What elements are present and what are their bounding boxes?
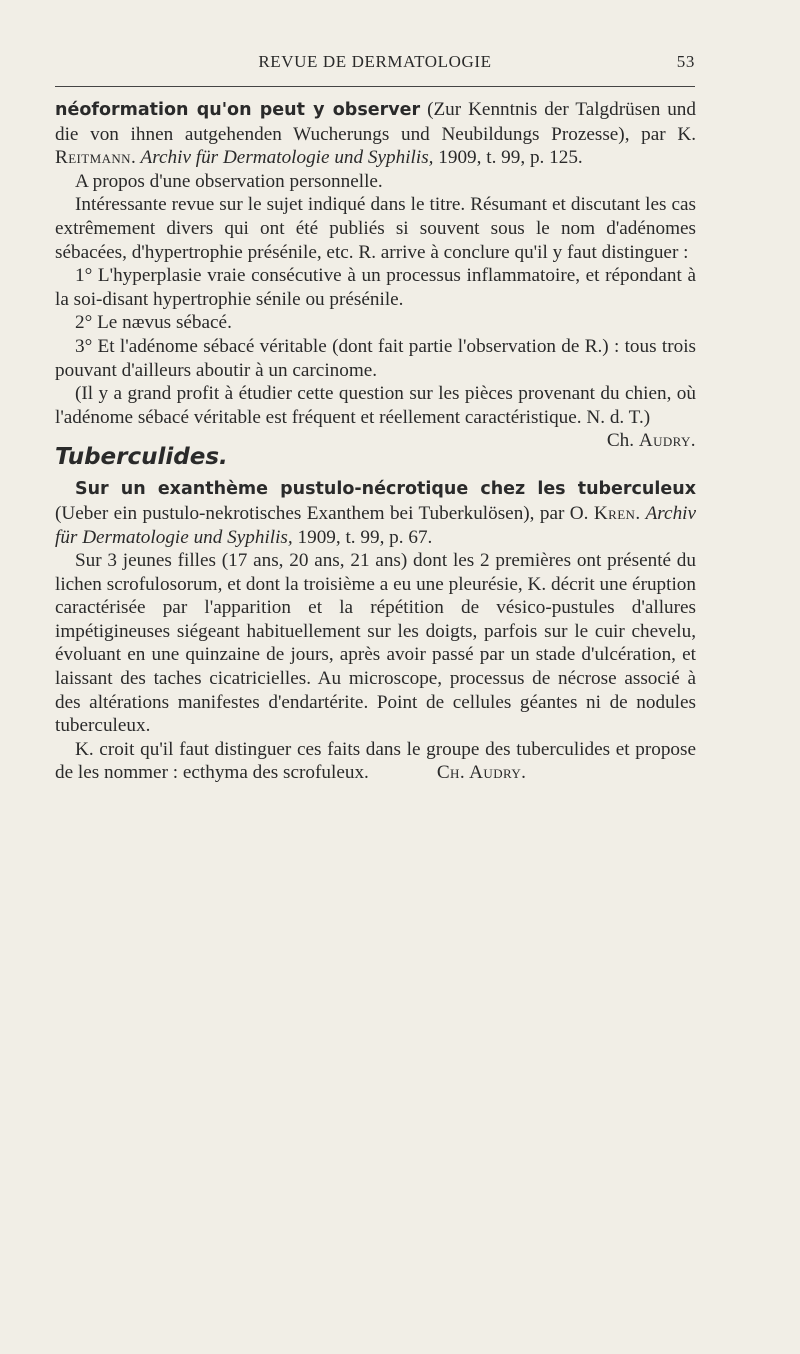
paragraph: 3° Et l'adénome sébacé véritable (dont fait partie l'observation de R.) : tous trois pouvant d'ailleurs aboutir à un carcinome. [55,335,696,381]
paragraph-text: (Il y a grand profit à étudier cette question sur les pièces provenant du chien, où l'adénome sébacé véritable est fréquent et réellement caractéristique. N. d. T.) [55,383,696,428]
article-heading [55,98,696,170]
article-subtitle: (Zur Kenntnis der Talgdrüsen und die von ihnen autgehenden Wucherungs und Neubildungs Prozesse), par K. [55,99,696,145]
paragraph: Intéressante revue sur le sujet indiqué dans le titre. Résumant et discutant les cas extrêmement divers qui ont été publiés si souvent sous le nom d'adénomes sébacées, d'hypertrophie présénile, etc. R. arrive à conclure qu'il y faut distinguer : [55,194,696,263]
author-name: Kren [593,502,636,524]
ref-separator: . [635,502,646,524]
header-rule [55,86,695,87]
journal-name: Archiv für Dermatologie und Syphilis, [55,502,697,548]
section-title: Tuberculides. [55,444,228,471]
signature-initial: Ch. [606,430,639,452]
page-body [55,98,696,785]
journal-name: Archiv für Dermatologie und Syphilis, [140,147,434,169]
signature: Ch. Audry. [436,762,527,784]
running-title: REVUE DE DERMATOLOGIE [258,52,492,71]
paragraph: 1° L'hyperplasie vraie consécutive à un processus inflammatoire, et répondant à la soi-disant hypertrophie sénile ou présénile. [55,265,696,310]
paragraph: Sur 3 jeunes filles (17 ans, 20 ans, 21 ans) dont les 2 premières ont présenté du lichen scrofulosorum, et dont la troisième a eu une pleurésie, K. décrit une éruption caractérisée par l'apparition et la répétition de vésico-pustules d'allures impétigineuses siégeant habituellement sur les doigts, parfois sur le cuir chevelu, évoluant en une quinzaine de jours, après avoir passé par un stade d'ulcération, et laissant des taches cicatricielles. Au microscope, processus de nécrose associé à des altérations manifestes d'endartérite. Point de cellules géantes ni de nodules tuberculeux. [55,550,696,737]
author-name: Reitmann [55,147,131,169]
article-title: néoformation qu'on peut y observer [55,100,421,120]
running-header [55,52,695,74]
paragraph: 2° Le nævus sébacé. [75,312,232,334]
journal-reference: 1909, t. 99, p. 67. [292,526,433,548]
article-subtitle: (Ueber ein pustulo-nekrotisches Exanthem bei Tuberkulösen), par O. [55,502,594,524]
article-title: Sur un exanthème pustulo-nécrotique chez les tuberculeux [75,479,696,500]
article-heading [55,477,696,549]
paragraph-with-signature [55,738,696,785]
signature [587,429,696,453]
signature-name: Audry. [638,430,696,452]
paragraph-with-signature [55,382,696,452]
page-number: 53 [676,52,695,71]
paragraph: A propos d'une observation personnelle. [75,170,383,192]
journal-reference: 1909, t. 99, p. 125. [433,147,583,169]
ref-separator: . [130,147,141,169]
paragraph-text: K. croit qu'il faut distinguer ces faits dans le groupe des tuberculides et propose de les nommer : ecthyma des scrofuleux. [55,738,696,784]
